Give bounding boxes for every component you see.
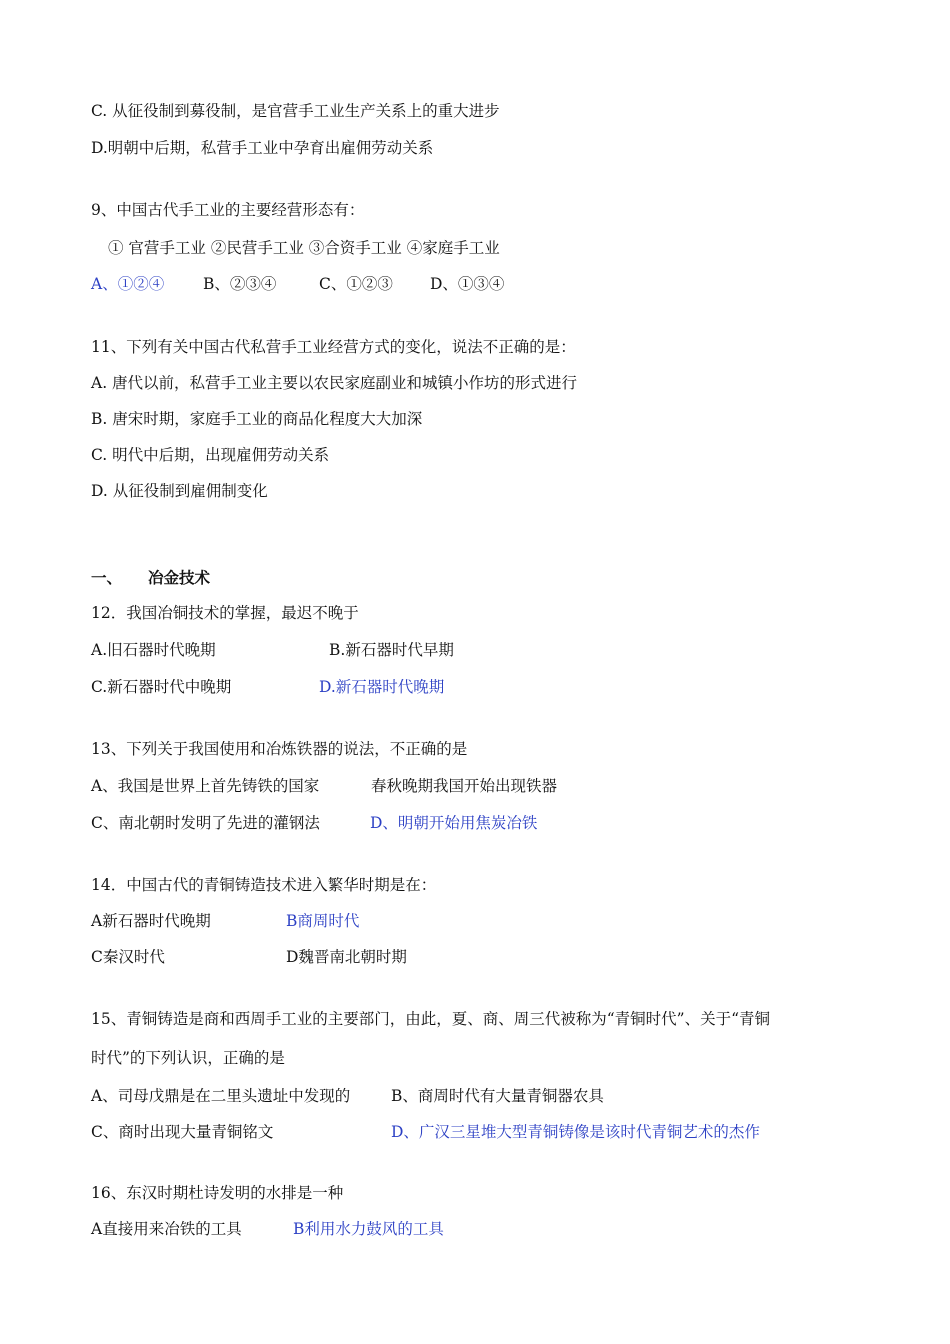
q11-option-b: B. 唐宋时期，家庭手工业的商品化程度大大加深 bbox=[91, 410, 423, 428]
section-heading bbox=[91, 568, 391, 588]
q14-option-d: D魏晋南北朝时期 bbox=[286, 948, 407, 966]
q15-stem-line-2: 时代”的下列认识，正确的是 bbox=[91, 1049, 285, 1067]
q8-option-c: C. 从征役制到募役制，是官营手工业生产关系上的重大进步 bbox=[91, 102, 500, 120]
q14-stem: 14．中国古代的青铜铸造技术进入繁华时期是在： bbox=[91, 876, 437, 894]
q15-option-a: A、司母戊鼎是在二里头遗址中发现的 bbox=[91, 1087, 351, 1105]
q15-row-1 bbox=[91, 1086, 851, 1106]
q11-option-d: D. 从征役制到雇佣制变化 bbox=[91, 482, 268, 500]
q13-option-a: A、我国是世界上首先铸铁的国家 bbox=[91, 777, 320, 795]
q9-items: ① 官营手工业 ②民营手工业 ③合资手工业 ④家庭手工业 bbox=[108, 239, 500, 257]
q13-option-d: D、明朝开始用焦炭冶铁 bbox=[370, 814, 538, 832]
q16-option-a: A直接用来冶铁的工具 bbox=[91, 1220, 242, 1238]
q15-option-b: B、商周时代有大量青铜器农具 bbox=[391, 1087, 604, 1105]
section-title: 冶金技术 bbox=[148, 568, 211, 587]
q8-option-d: D.明朝中后期，私营手工业中孕育出雇佣劳动关系 bbox=[91, 139, 434, 157]
q14-option-a: A新石器时代晚期 bbox=[91, 912, 211, 930]
q15-option-c: C、商时出现大量青铜铭文 bbox=[91, 1123, 274, 1141]
q13-option-b: 春秋晚期我国开始出现铁器 bbox=[371, 777, 558, 795]
q13-option-c: C、南北朝时发明了先进的灌钢法 bbox=[91, 814, 320, 832]
q14-row-2 bbox=[91, 947, 691, 967]
q9-option-a: A、①②④ bbox=[91, 275, 165, 293]
q16-option-b: B利用水力鼓风的工具 bbox=[293, 1220, 444, 1238]
q15-row-2 bbox=[91, 1122, 851, 1142]
q15-option-d: D、广汉三星堆大型青铜铸像是该时代青铜艺术的杰作 bbox=[391, 1123, 760, 1141]
q12-option-c: C.新石器时代中晚期 bbox=[91, 678, 232, 696]
q12-option-b: B.新石器时代早期 bbox=[329, 641, 454, 659]
q9-stem: 9、中国古代手工业的主要经营形态有： bbox=[91, 201, 365, 219]
q9-option-b: B、②③④ bbox=[203, 275, 277, 293]
q9-option-c: C、①②③ bbox=[319, 275, 393, 293]
q13-row-2 bbox=[91, 813, 741, 833]
q14-option-b: B商周时代 bbox=[286, 912, 360, 930]
q11-option-c: C. 明代中后期，出现雇佣劳动关系 bbox=[91, 446, 330, 464]
q13-stem: 13、下列关于我国使用和冶炼铁器的说法，不正确的是 bbox=[91, 740, 468, 758]
q14-row-1 bbox=[91, 911, 691, 931]
q14-option-c: C秦汉时代 bbox=[91, 948, 165, 966]
q13-row-1 bbox=[91, 776, 741, 796]
q9-options-row bbox=[91, 274, 791, 294]
q12-option-a: A.旧石器时代晚期 bbox=[91, 641, 216, 659]
q12-row-2 bbox=[91, 677, 691, 697]
q15-stem-line-1: 15、青铜铸造是商和西周手工业的主要部门，由此，夏、商、周三代被称为“青铜时代”、关于“青铜 bbox=[91, 1010, 770, 1028]
q9-option-d: D、①③④ bbox=[430, 275, 505, 293]
q11-option-a: A. 唐代以前，私营手工业主要以农民家庭副业和城镇小作坊的形式进行 bbox=[91, 374, 578, 392]
section-number: 一、 bbox=[91, 568, 123, 587]
q12-option-d: D.新石器时代晚期 bbox=[319, 678, 445, 696]
q12-stem: 12．我国冶铜技术的掌握，最迟不晚于 bbox=[91, 604, 359, 622]
q16-stem: 16、东汉时期杜诗发明的水排是一种 bbox=[91, 1184, 344, 1202]
q16-row-1 bbox=[91, 1219, 691, 1239]
q12-row-1 bbox=[91, 640, 691, 660]
q11-stem: 11、下列有关中国古代私营手工业经营方式的变化，说法不正确的是： bbox=[91, 338, 576, 356]
